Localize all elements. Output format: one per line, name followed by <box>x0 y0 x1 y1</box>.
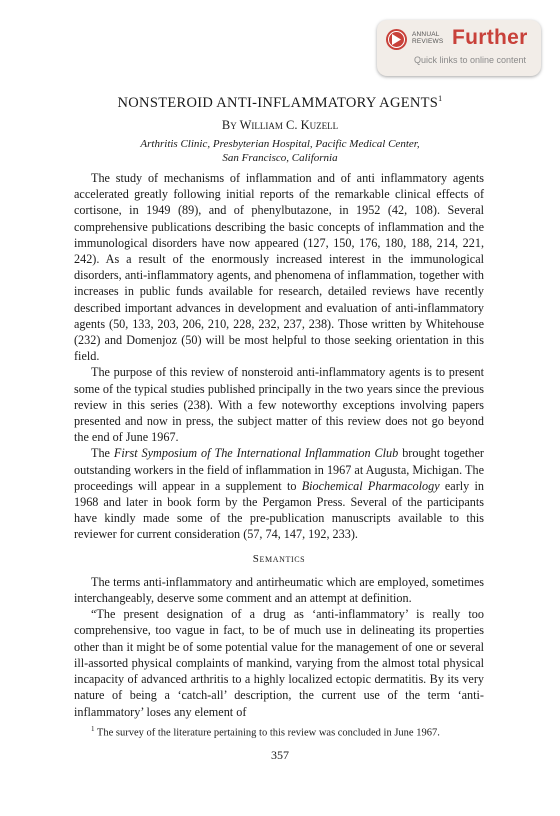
body-paragraph: The terms anti-inflammatory and antirheumatic which are employed, sometimes interchangeably, deserve some comment and an attempt at definition. <box>74 574 484 606</box>
annual-reviews-logo-icon <box>386 29 407 50</box>
badge-publisher-label: ANNUAL REVIEWS <box>412 31 444 45</box>
badge-further-label[interactable]: Further <box>452 26 528 49</box>
section-heading: Semantics <box>252 552 306 565</box>
badge-quick-links-link[interactable]: Quick links to online content <box>414 55 527 65</box>
journal-title: Biochemical Pharmacology <box>301 478 440 493</box>
footnote: $^1$ The survey of the literature pertaining to this review was concluded in June 1967. <box>91 725 440 739</box>
body-paragraph: The study of mechanisms of inflammation and of anti inflammatory agents accelerated greatly following initial reports of the remarkable clinical effects of cortisone, in 1949 (89), and of phenylbutazone, in 1952 (42, 108). Several comprehensive publications describing the basic concepts of inflammation and the immunological disorders have now appeared (127, 150, 176, 180, 188, 214, 221, 242). As a result of the enormously increased interest in the immunological disorders, anti-inflammatory agents, and phenomena of inflammation, together with increases in public funds available for research, detailed reviews have recently described important advances in development and evaluation of anti-inflammatory agents (50, 133, 203, 206, 210, 228, 232, 237, 238). Those written by Whitehouse (232) and Domenjoz (50) will be most helpful to those seeking orientation in this field. <box>74 171 484 364</box>
body-paragraph-symposium: The First Symposium of The International Inflammation Club brought together outstanding workers in the field of inflammation in 1967 at Augusta, Michigan. The proceedings will appear in a supplement to Biochemical Pharmacology early in 1968 and later in book form by the Pergamon Press. Several of the participants have kindly made some of the pre-publication manuscripts available to this reviewer for current consideration (57, 74, 147, 192, 233). <box>74 446 484 542</box>
article-body <box>74 170 484 720</box>
body-paragraph: The purpose of this review of nonsteroid anti-inflammatory agents is to present some of the typical studies published principally in the two years since the previous review in this series (238). With a few noteworthy exceptions involving papers presented and now in press, the subject matter of this review does not go beyond the end of June 1967. <box>74 365 484 445</box>
body-paragraph: “The present designation of a drug as ‘anti-inflammatory’ is really too comprehensive, too vague in fact, to be of much use in delineating its properties other than it might be of some potential value for the management of one or several ill-assorted physical complaints of mankind, varying from the almost total physical incapacity of advanced arthritis to a highly localized ectopic dermatitis. By its very nature of being a ‘catch-all’ description, the current use of the term ‘anti-inflammatory’ loses any element of <box>74 607 484 719</box>
article-author: By William C. Kuzell <box>221 118 339 132</box>
page-number: 357 <box>271 748 289 762</box>
further-reading-badge[interactable] <box>377 20 541 76</box>
symposium-title: First Symposium of The International Inflammation Club <box>113 446 399 461</box>
footnote-mark: 1 <box>91 725 95 733</box>
author-affiliation-line1: Arthritis Clinic, Presbyterian Hospital, Pacific Medical Center, <box>140 138 420 150</box>
author-affiliation-line2: San Francisco, California <box>222 152 338 164</box>
article-title: NONSTEROID ANTI-INFLAMMATORY AGENTS$^1$ <box>117 94 443 111</box>
title-footnote-mark[interactable]: 1 <box>438 94 443 103</box>
